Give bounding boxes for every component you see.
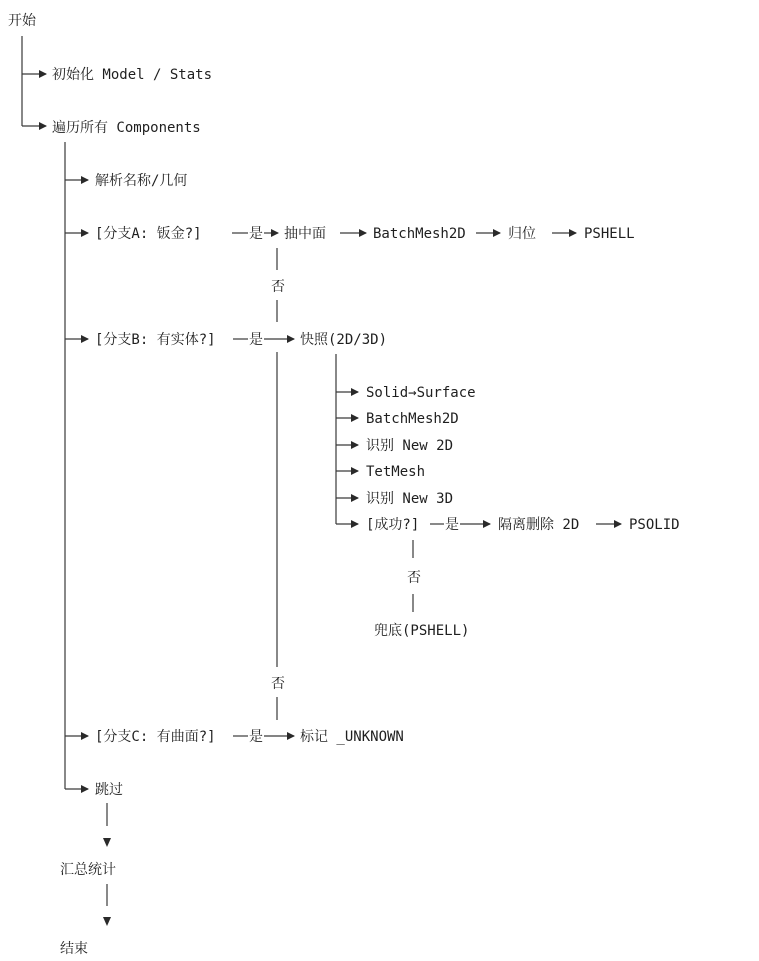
connector-lines	[22, 36, 621, 906]
init-node: 初始化 Model / Stats	[52, 67, 213, 83]
success-check-label: [成功?]	[366, 517, 420, 533]
arrow-down-icon	[103, 838, 111, 847]
skip-node: 跳过	[95, 782, 123, 798]
loop-node: 遍历所有 Components	[52, 120, 201, 136]
branch-b-sub-tetmesh: TetMesh	[366, 464, 426, 480]
summary-node: 汇总统计	[60, 862, 116, 878]
branch-a-step-batchmesh: BatchMesh2D	[373, 226, 466, 242]
branch-a-no-label: 否	[271, 279, 285, 295]
end-node: 结束	[60, 941, 88, 957]
branch-c-label: [分支C: 有曲面?]	[95, 729, 216, 745]
fallback-node: 兜底(PSHELL)	[374, 623, 470, 639]
start-node: 开始	[8, 13, 36, 29]
success-yes-label: 是	[445, 517, 459, 533]
branch-b-snapshot: 快照(2D/3D)	[300, 332, 388, 348]
branch-b-label: [分支B: 有实体?]	[95, 332, 216, 348]
branch-b-yes-label: 是	[249, 332, 263, 348]
branch-a-step-pshell: PSHELL	[584, 226, 635, 242]
success-step-psolid: PSOLID	[629, 517, 680, 533]
branch-a-yes-label: 是	[249, 226, 263, 242]
branch-c-result: 标记 _UNKNOWN	[300, 729, 404, 745]
branch-b-sub-identify-3d: 识别 New 3D	[366, 491, 454, 507]
branch-b-sub-solid-surface: Solid→Surface	[366, 385, 476, 401]
success-no-label: 否	[407, 570, 421, 586]
branch-a-step-restore: 归位	[508, 226, 536, 242]
branch-b-sub-identify-2d: 识别 New 2D	[366, 438, 454, 454]
branch-b-sub-batchmesh: BatchMesh2D	[366, 411, 459, 427]
success-step-delete-2d: 隔离删除 2D	[498, 517, 580, 533]
parse-node: 解析名称/几何	[95, 173, 188, 189]
branch-a-step-midsurface: 抽中面	[284, 226, 326, 242]
arrow-down-icon	[103, 917, 111, 926]
branch-b-no-label: 否	[271, 676, 285, 692]
branch-c-yes-label: 是	[249, 729, 263, 745]
branch-a-label: [分支A: 钣金?]	[95, 226, 202, 242]
